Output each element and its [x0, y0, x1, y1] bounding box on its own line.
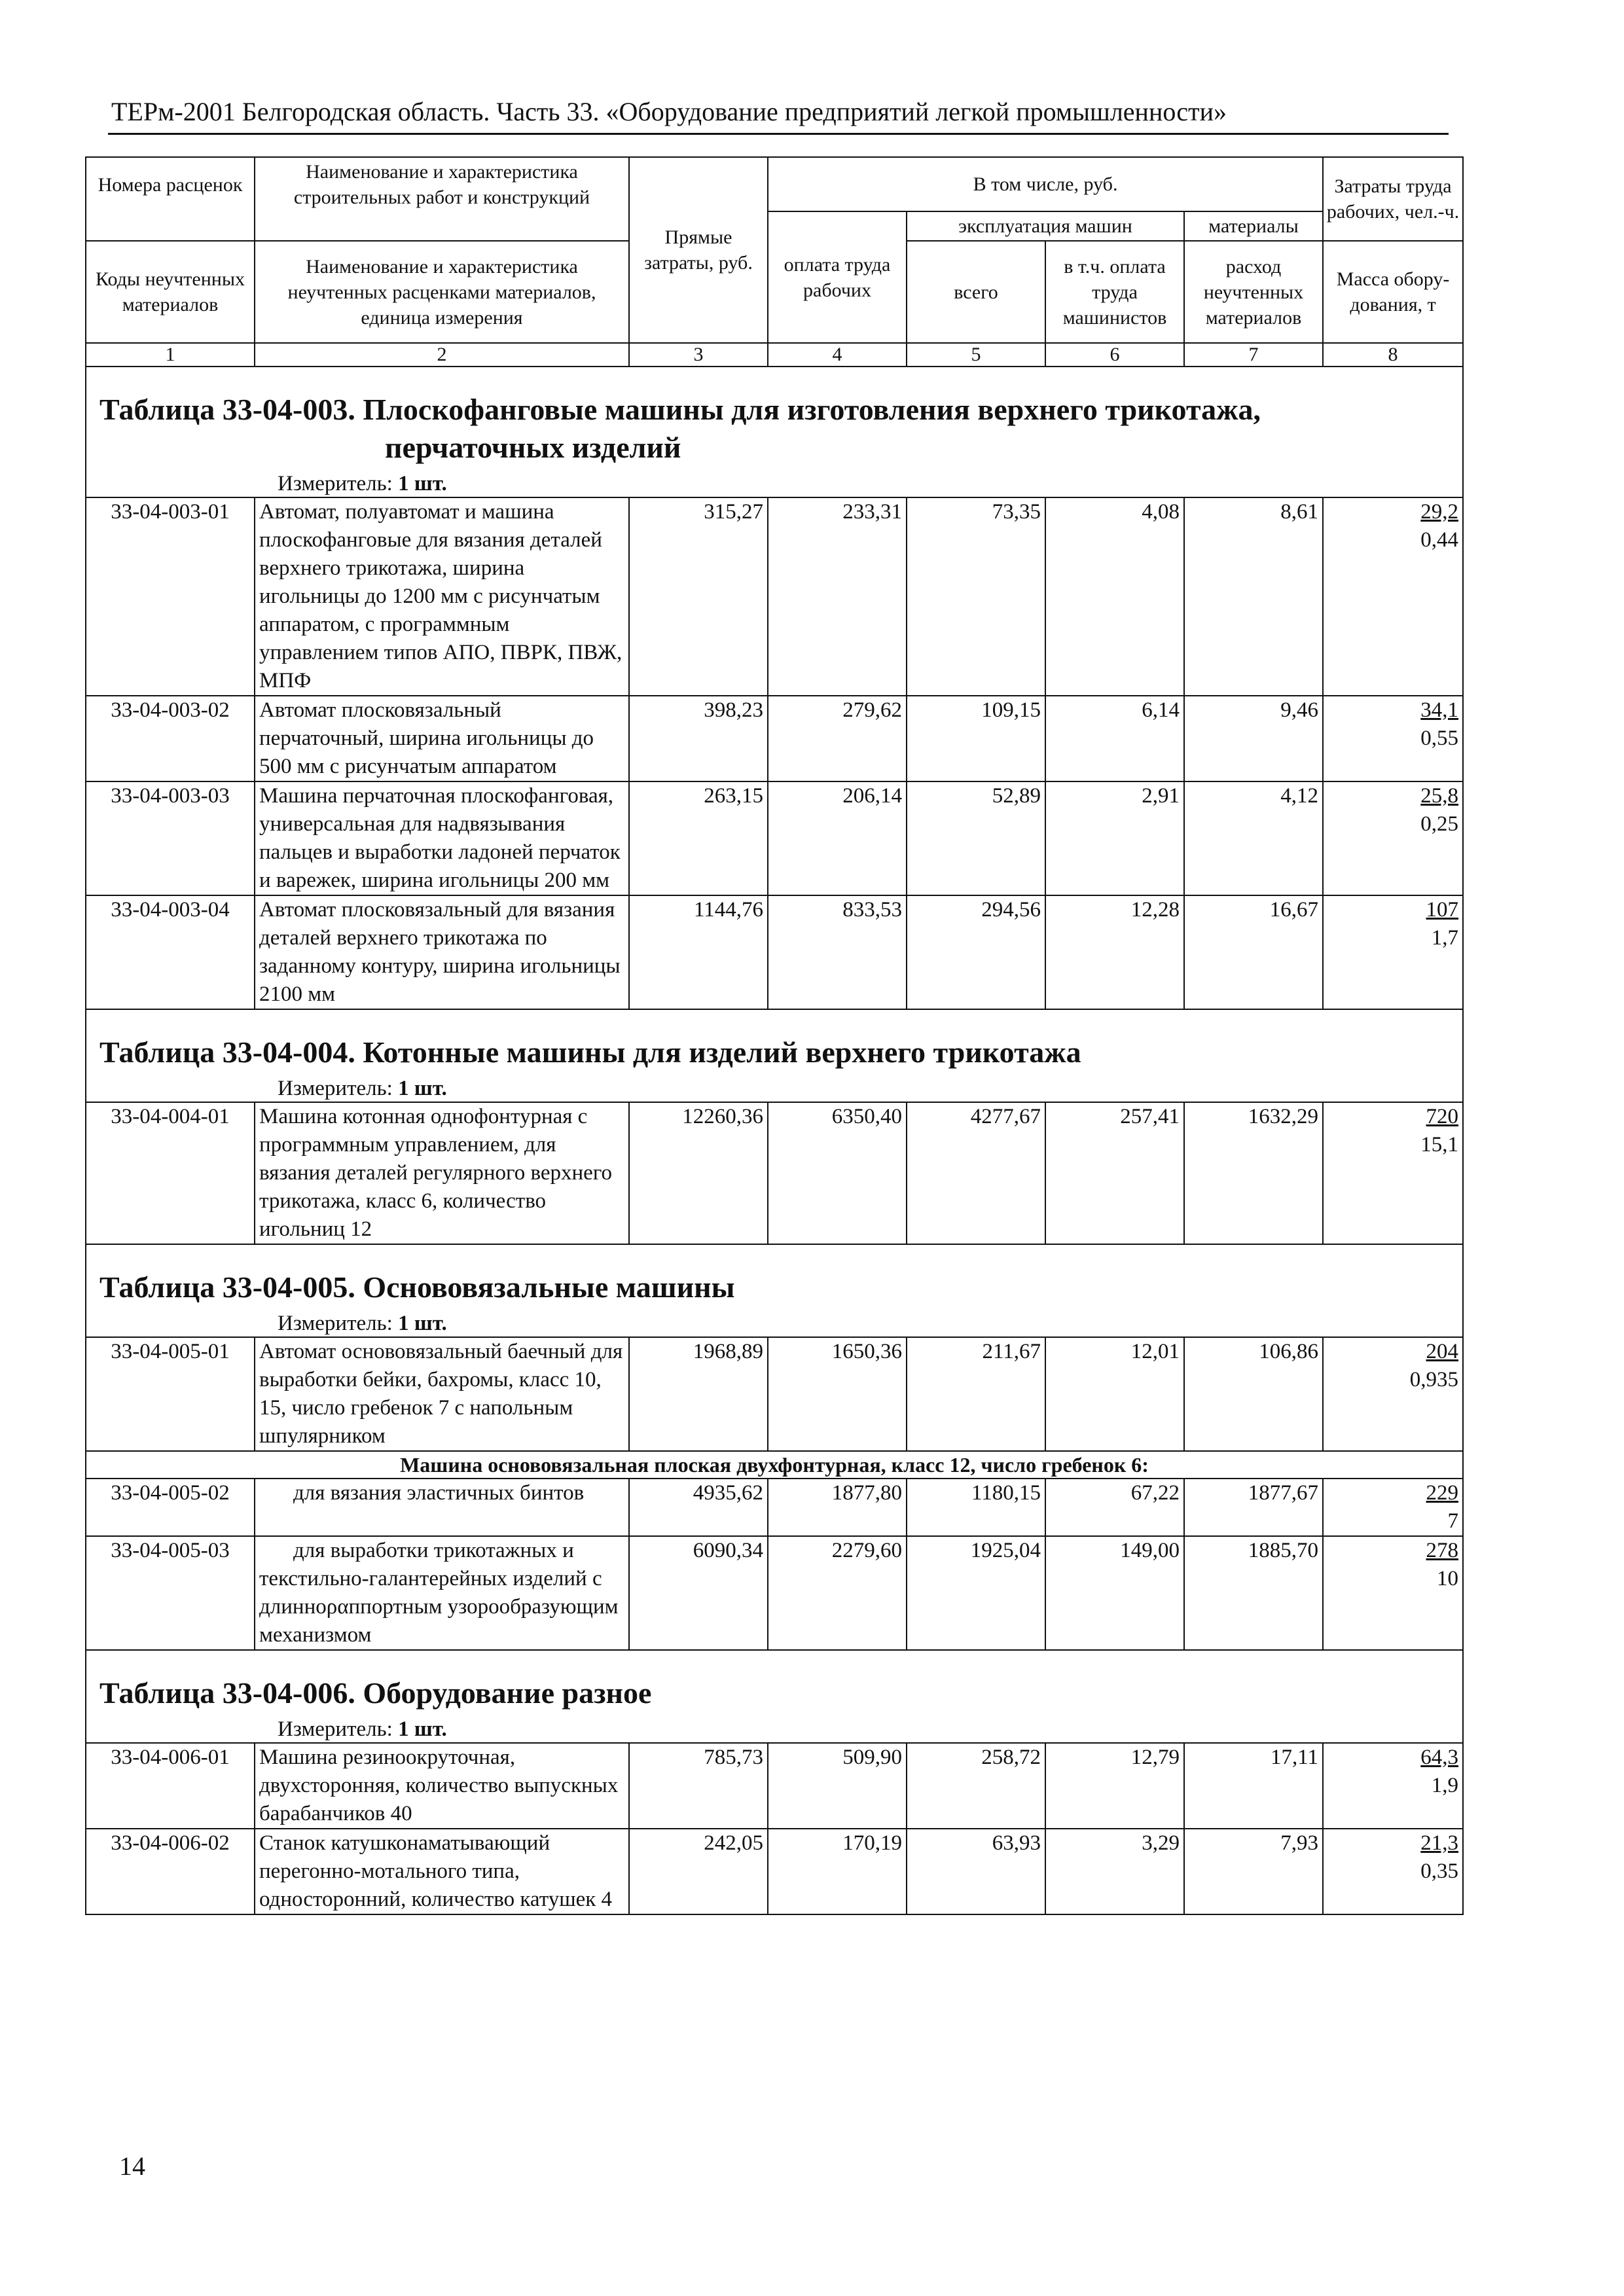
column-number: 1	[86, 343, 255, 367]
materials-cost: 106,86	[1184, 1337, 1323, 1451]
section-title-cell	[86, 367, 1463, 497]
labor-hours: 21,3	[1420, 1831, 1459, 1855]
section-title-line1: Таблица 33-04-005. Основовязальные машины	[99, 1270, 735, 1304]
rates-table	[85, 156, 1464, 1915]
hdr-work-name-cont	[255, 211, 629, 241]
rate-name: Автомат плосковязальный перчаточный, ширина игольницы до 500 мм с рисунчатым аппаратом	[255, 696, 629, 781]
machinist-pay: 257,41	[1045, 1102, 1184, 1244]
labor-pay: 1650,36	[768, 1337, 907, 1451]
labor-pay: 1877,80	[768, 1479, 907, 1536]
hdr-rate-numbers: Номера расценок	[86, 157, 255, 211]
rate-name: для выработки трикотажных и текстильно-галантерейных изделий с длинноραппортным узорообразующим механизмом	[255, 1536, 629, 1650]
labor-mass-cell	[1323, 1102, 1463, 1244]
section-title-line2: перчаточных изделий	[385, 431, 681, 464]
column-number: 6	[1045, 343, 1184, 367]
machine-total: 73,35	[907, 497, 1045, 696]
rate-row	[86, 1337, 1463, 1451]
rate-row	[86, 497, 1463, 696]
section-title-cell	[86, 1650, 1463, 1743]
subheading: Машина основовязальная плоская двухфонтурная, класс 12, число гребенок 6:	[86, 1451, 1463, 1479]
page-number: 14	[119, 2151, 145, 2181]
rate-code: 33-04-006-01	[86, 1743, 255, 1829]
machine-total: 52,89	[907, 781, 1045, 895]
measure-unit: 1 шт.	[398, 1312, 447, 1335]
rate-name: Машина перчаточная плоскофанговая, универсальная для надвязывания пальцев и выработки ладоней перчаток и варежек, ширина игольницы 200 мм	[255, 781, 629, 895]
labor-hours: 64,3	[1420, 1746, 1459, 1769]
measure-unit: 1 шт.	[398, 472, 447, 495]
labor-mass-cell	[1323, 895, 1463, 1009]
rate-name: Автомат плосковязальный для вязания деталей верхнего трикотажа по заданному контуру, ширина игольницы 2100 мм	[255, 895, 629, 1009]
rate-row	[86, 1536, 1463, 1650]
machinist-pay: 2,91	[1045, 781, 1184, 895]
column-number: 7	[1184, 343, 1323, 367]
labor-mass-cell	[1323, 1479, 1463, 1536]
machinist-pay: 12,28	[1045, 895, 1184, 1009]
machine-total: 1925,04	[907, 1536, 1045, 1650]
measure-line	[99, 1310, 1449, 1336]
column-number: 5	[907, 343, 1045, 367]
materials-cost: 1885,70	[1184, 1536, 1323, 1650]
labor-mass-cell	[1323, 696, 1463, 781]
section-title	[99, 1674, 1449, 1712]
hdr-labor-hours: Затраты труда рабочих, чел.-ч.	[1323, 157, 1463, 241]
hdr-unaccounted-consumption: расход неучтенных материалов	[1184, 241, 1323, 343]
hdr-machinist-pay: в т.ч. оплата труда машинистов	[1045, 241, 1184, 343]
hdr-work-name: Наименование и характеристика строительных работ и конструкций	[255, 157, 629, 211]
measure-label: Измеритель:	[278, 472, 393, 495]
equipment-mass: 7	[1447, 1509, 1459, 1533]
materials-cost: 7,93	[1184, 1829, 1323, 1914]
labor-hours: 25,8	[1420, 784, 1459, 808]
labor-mass-cell	[1323, 497, 1463, 696]
machine-total: 63,93	[907, 1829, 1045, 1914]
labor-pay: 2279,60	[768, 1536, 907, 1650]
section-title-row	[86, 367, 1463, 497]
labor-mass-cell	[1323, 1536, 1463, 1650]
direct-costs: 6090,34	[629, 1536, 768, 1650]
labor-hours: 29,2	[1420, 500, 1459, 524]
materials-cost: 8,61	[1184, 497, 1323, 696]
hdr-machine-total: всего	[907, 241, 1045, 343]
rate-row	[86, 1479, 1463, 1536]
measure-unit: 1 шт.	[398, 1717, 447, 1741]
machinist-pay: 12,01	[1045, 1337, 1184, 1451]
direct-costs: 242,05	[629, 1829, 768, 1914]
machinist-pay: 149,00	[1045, 1536, 1184, 1650]
column-number: 2	[255, 343, 629, 367]
measure-line	[99, 1716, 1449, 1742]
rate-code: 33-04-004-01	[86, 1102, 255, 1244]
labor-mass-cell	[1323, 1829, 1463, 1914]
rate-name: Автомат основовязальный баечный для выработки бейки, бахромы, класс 10, 15, число гребенок 7 с напольным шпулярником	[255, 1337, 629, 1451]
machine-total: 294,56	[907, 895, 1045, 1009]
measure-line	[99, 471, 1449, 497]
section-title	[99, 1033, 1449, 1071]
labor-pay: 279,62	[768, 696, 907, 781]
running-title: ТЕРм-2001 Белгородская область. Часть 33. «Оборудование предприятий легкой промышленности»	[111, 97, 1227, 126]
labor-pay: 206,14	[768, 781, 907, 895]
equipment-mass: 15,1	[1420, 1133, 1459, 1157]
materials-cost: 17,11	[1184, 1743, 1323, 1829]
materials-cost: 1632,29	[1184, 1102, 1323, 1244]
hdr-material-codes: Коды неучтенных материалов	[86, 241, 255, 343]
materials-cost: 16,67	[1184, 895, 1323, 1009]
labor-hours: 204	[1426, 1340, 1459, 1363]
section-title	[99, 1268, 1449, 1306]
section-title-cell	[86, 1244, 1463, 1337]
machine-total: 1180,15	[907, 1479, 1045, 1536]
machinist-pay: 6,14	[1045, 696, 1184, 781]
column-number: 3	[629, 343, 768, 367]
section-title-line1: Таблица 33-04-006. Оборудование разное	[99, 1676, 652, 1710]
hdr-including: В том числе, руб.	[768, 157, 1323, 211]
section-title-row	[86, 1009, 1463, 1102]
materials-cost: 4,12	[1184, 781, 1323, 895]
machinist-pay: 12,79	[1045, 1743, 1184, 1829]
labor-mass-cell	[1323, 1337, 1463, 1451]
machine-total: 109,15	[907, 696, 1045, 781]
labor-hours: 229	[1426, 1481, 1459, 1505]
rate-row	[86, 696, 1463, 781]
labor-pay: 6350,40	[768, 1102, 907, 1244]
equipment-mass: 1,7	[1431, 926, 1459, 950]
measure-label: Измеритель:	[278, 1717, 393, 1741]
labor-hours: 34,1	[1420, 698, 1459, 722]
rate-row	[86, 1102, 1463, 1244]
rate-code: 33-04-005-02	[86, 1479, 255, 1536]
equipment-mass: 0,55	[1420, 726, 1459, 750]
equipment-mass: 10	[1437, 1567, 1459, 1590]
direct-costs: 4935,62	[629, 1479, 768, 1536]
direct-costs: 12260,36	[629, 1102, 768, 1244]
rate-code: 33-04-005-01	[86, 1337, 255, 1451]
direct-costs: 1144,76	[629, 895, 768, 1009]
direct-costs: 315,27	[629, 497, 768, 696]
machine-total: 4277,67	[907, 1102, 1045, 1244]
rate-name: Машина резиноокруточная, двухсторонняя, количество выпускных барабанчиков 40	[255, 1743, 629, 1829]
hdr-machine-operation: эксплуатация машин	[907, 211, 1184, 241]
section-title-line1: Таблица 33-04-004. Котонные машины для изделий верхнего трикотажа	[99, 1035, 1081, 1069]
rate-code: 33-04-003-01	[86, 497, 255, 696]
rate-row	[86, 1743, 1463, 1829]
labor-pay: 509,90	[768, 1743, 907, 1829]
direct-costs: 785,73	[629, 1743, 768, 1829]
hdr-rate-numbers-cont	[86, 211, 255, 241]
direct-costs: 1968,89	[629, 1337, 768, 1451]
column-number: 8	[1323, 343, 1463, 367]
hdr-materials: материалы	[1184, 211, 1323, 241]
hdr-equipment-mass: Масса обору-дования, т	[1323, 241, 1463, 343]
measure-line	[99, 1075, 1449, 1102]
rate-name: Станок катушконаматывающий перегонно-мотального типа, односторонний, количество катушек 4	[255, 1829, 629, 1914]
machinist-pay: 67,22	[1045, 1479, 1184, 1536]
hdr-direct-costs: Прямые затраты, руб.	[629, 157, 768, 343]
measure-unit: 1 шт.	[398, 1077, 447, 1100]
materials-cost: 1877,67	[1184, 1479, 1323, 1536]
section-title-row	[86, 1650, 1463, 1743]
column-numbers-row	[86, 343, 1463, 367]
hdr-labor-pay: оплата труда рабочих	[768, 211, 907, 343]
rate-code: 33-04-005-03	[86, 1536, 255, 1650]
machinist-pay: 3,29	[1045, 1829, 1184, 1914]
equipment-mass: 0,25	[1420, 812, 1459, 836]
rate-row	[86, 1829, 1463, 1914]
equipment-mass: 0,935	[1409, 1368, 1459, 1391]
rate-name: для вязания эластичных бинтов	[255, 1479, 629, 1536]
section-title	[99, 391, 1449, 467]
rate-name: Автомат, полуавтомат и машина плоскофанговые для вязания деталей верхнего трикотажа, ширина игольницы до 1200 мм с рисунчатым аппаратом, с программным управлением типов АПО, ПВРК, ПВЖ, МПФ	[255, 497, 629, 696]
section-title-line1: Таблица 33-04-003. Плоскофанговые машины для изготовления верхнего трикотажа,	[99, 393, 1261, 426]
rate-row	[86, 781, 1463, 895]
section-title-row	[86, 1244, 1463, 1337]
labor-mass-cell	[1323, 781, 1463, 895]
materials-cost: 9,46	[1184, 696, 1323, 781]
equipment-mass: 0,35	[1420, 1859, 1459, 1883]
rate-row	[86, 895, 1463, 1009]
labor-pay: 833,53	[768, 895, 907, 1009]
labor-pay: 170,19	[768, 1829, 907, 1914]
rate-code: 33-04-003-04	[86, 895, 255, 1009]
labor-hours: 720	[1426, 1105, 1459, 1128]
header-rule	[108, 133, 1449, 135]
measure-label: Измеритель:	[278, 1312, 393, 1335]
rate-code: 33-04-003-03	[86, 781, 255, 895]
rate-code: 33-04-006-02	[86, 1829, 255, 1914]
equipment-mass: 0,44	[1420, 528, 1459, 552]
measure-label: Измеритель:	[278, 1077, 393, 1100]
direct-costs: 398,23	[629, 696, 768, 781]
labor-mass-cell	[1323, 1743, 1463, 1829]
column-number: 4	[768, 343, 907, 367]
rate-code: 33-04-003-02	[86, 696, 255, 781]
labor-hours: 107	[1426, 898, 1459, 922]
equipment-mass: 1,9	[1431, 1774, 1459, 1797]
direct-costs: 263,15	[629, 781, 768, 895]
labor-hours: 278	[1426, 1539, 1459, 1562]
machine-total: 258,72	[907, 1743, 1045, 1829]
subheading-row	[86, 1451, 1463, 1479]
labor-pay: 233,31	[768, 497, 907, 696]
machine-total: 211,67	[907, 1337, 1045, 1451]
rate-name: Машина котонная однофонтурная с программным управлением, для вязания деталей регулярного верхнего трикотажа, класс 6, количество игольниц 12	[255, 1102, 629, 1244]
machinist-pay: 4,08	[1045, 497, 1184, 696]
section-title-cell	[86, 1009, 1463, 1102]
hdr-material-names: Наименование и характеристика неучтенных расценками материалов, единица измерения	[255, 241, 629, 343]
